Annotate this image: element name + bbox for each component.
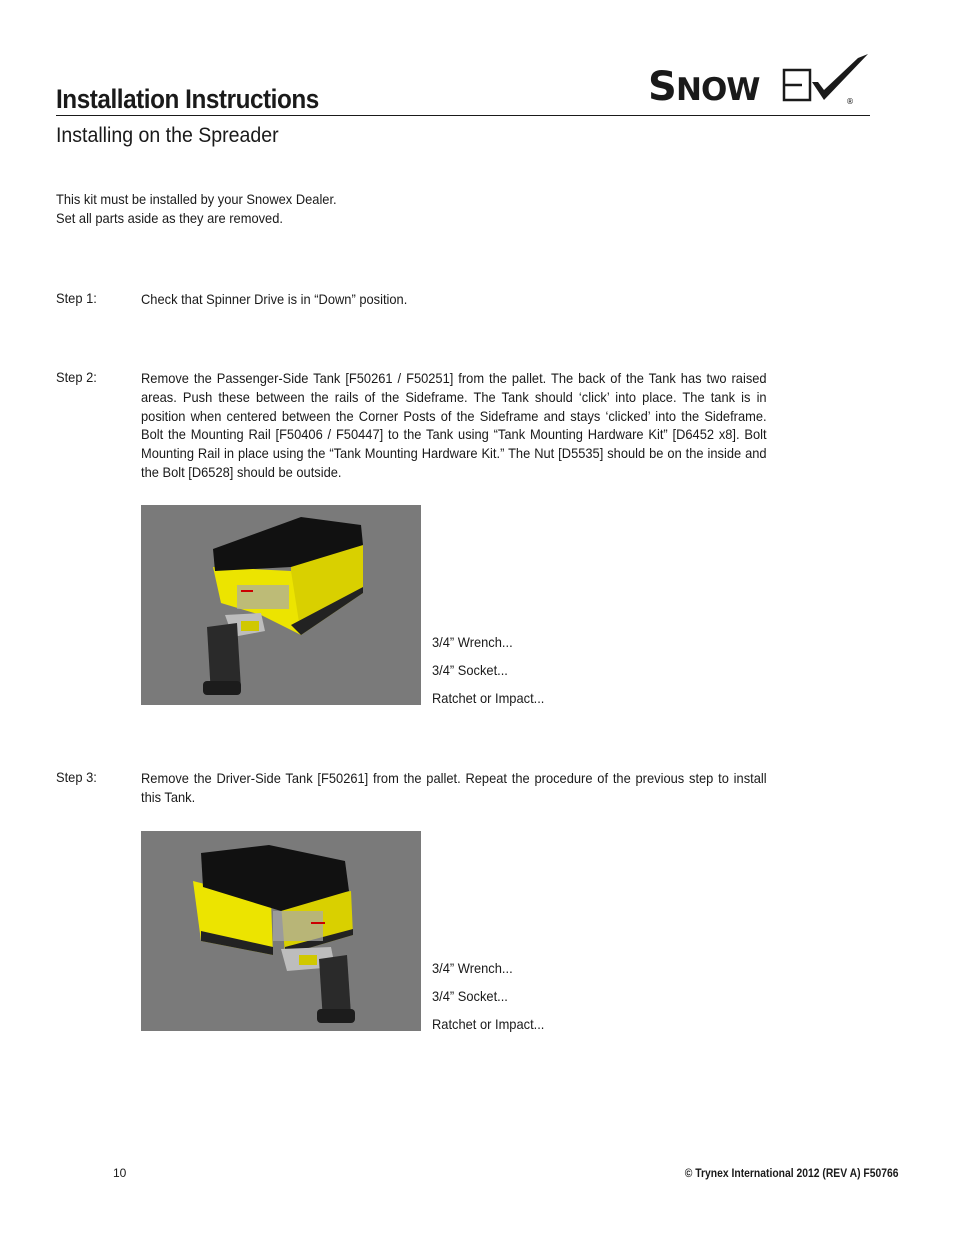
svg-text:S: S [648, 64, 677, 110]
step-2-tool-list [432, 634, 554, 718]
step-2-spreader-image [141, 505, 421, 705]
step-3-label: Step 3: [56, 769, 97, 785]
step-1-text: Check that Spinner Drive is in “Down” position. [141, 291, 408, 307]
step-3-text: Remove the Driver-Side Tank [F50261] from the pallet. Repeat the procedure of the previous step to install this Tank. [141, 770, 767, 805]
intro-line-2: Set all parts aside as they are removed. [56, 209, 283, 226]
section-subtitle: Installing on the Spreader [56, 124, 279, 147]
header-divider [56, 115, 870, 116]
footer-copyright: © Trynex International 2012 (REV A) F50766 [684, 1168, 898, 1180]
step-3-tool-1: 3/4” Wrench... [432, 960, 513, 976]
step-2-tool-1: 3/4” Wrench... [432, 634, 513, 650]
step-3-spreader-image [141, 831, 421, 1031]
step-2-tool-3: Ratchet or Impact... [432, 690, 545, 706]
svg-text:NOW: NOW [676, 72, 760, 108]
step-2-tool-2: 3/4” Socket... [432, 662, 508, 678]
page-title: Installation Instructions [56, 84, 319, 114]
step-3-tool-3: Ratchet or Impact... [432, 1016, 545, 1032]
step-2-label: Step 2: [56, 369, 97, 385]
step-3-tool-list [432, 960, 554, 1044]
step-1-label: Step 1: [56, 290, 97, 306]
page-number: 10 [113, 1166, 127, 1180]
svg-text:®: ® [846, 97, 854, 106]
intro-line-1: This kit must be installed by your Snowex Dealer. [56, 191, 337, 207]
intro-text [56, 190, 456, 228]
step-2-text: Remove the Passenger-Side Tank [F50261 / F50251] from the pallet. The back of the Tank has two raised areas. Push these between the rails of the Sideframe. The Tank should ‘click’ into place. The tank is in position when centered between the Corner Posts of the Sideframe and stays ‘clicked’ into the Sideframe. Bolt the Mounting Rail [F50406 / F50447] to the Tank using “Tank Mounting Hardware Kit” [D6452 x8]. Bolt Mounting Rail in place using the “Tank Mounting Hardware Kit.” The Nut [D5535] should be on the inside and the Bolt [D6528] should be outside. [141, 370, 767, 480]
snowex-logo [646, 52, 872, 110]
step-3-tool-2: 3/4” Socket... [432, 988, 508, 1004]
